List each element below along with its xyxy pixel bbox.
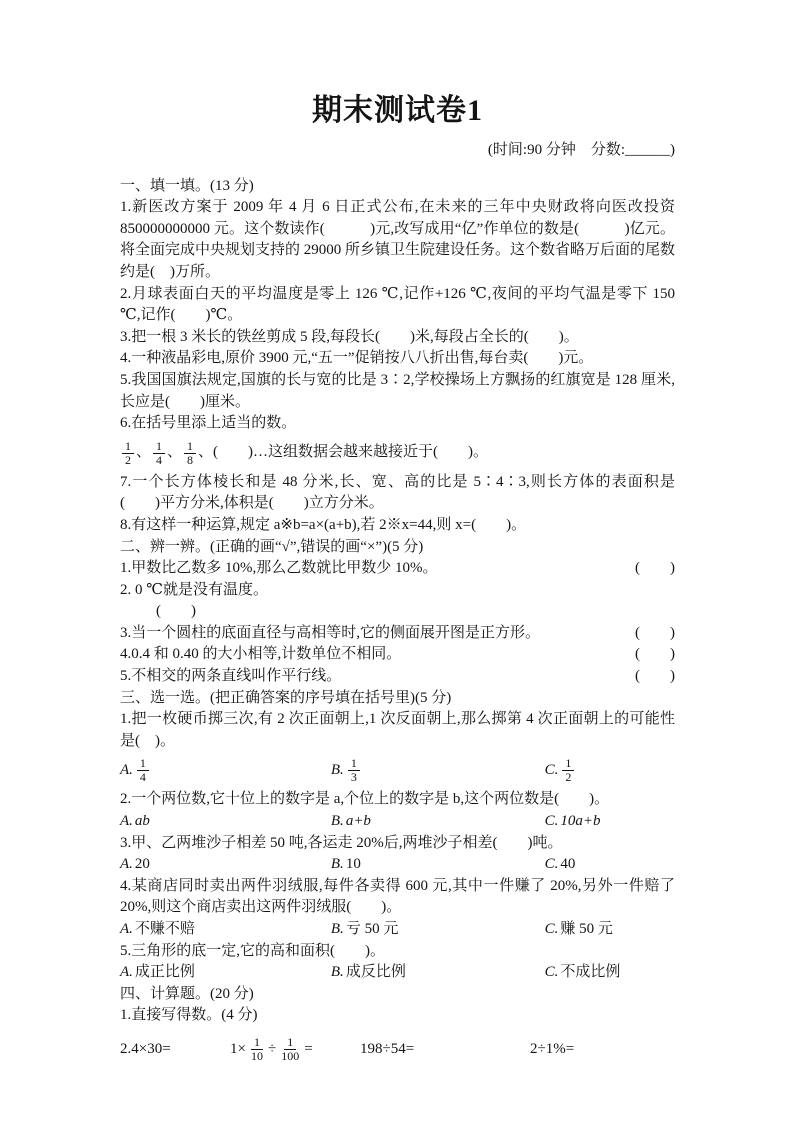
option-label: C.	[544, 813, 559, 830]
section3-heading: 三、选一选。(把正确答案的序号填在括号里)(5 分)	[120, 689, 452, 706]
option-value: 成正比例	[134, 964, 195, 981]
fill-q7: 7.一个长方体棱长和是 48 分米,长、宽、高的比是 5∶4∶3,则长方体的表面积是( )平方分米,体积是( )立方分米。	[120, 473, 675, 512]
answer-blank: ( )	[635, 624, 675, 641]
calc-item-1: 2.4×30=	[120, 1040, 171, 1057]
option-label: A.	[120, 762, 133, 779]
option-value: 不赚不赔	[134, 921, 195, 937]
option-c	[545, 757, 675, 784]
fraction-one-eighth: $\frac{1}{8}$	[184, 440, 196, 467]
option-value: 10	[345, 856, 361, 873]
separator: 、	[136, 444, 152, 461]
option-value: a+b	[345, 813, 371, 830]
option-label: A.	[120, 921, 133, 937]
calc-item-3: 198÷54=	[360, 1040, 415, 1057]
calc-row	[120, 1036, 675, 1063]
judge-q2-text: 2. 0 ℃就是没有温度。	[120, 581, 269, 598]
page-title: 期末测试卷1	[312, 94, 483, 127]
fraction-one-fourth: $\frac{1}{4}$	[137, 757, 149, 784]
judge-q3-text: 3.当一个圆柱的底面直径与高相等时,它的侧面展开图是正方形。	[120, 624, 541, 641]
section4-heading: 四、计算题。(20 分)	[120, 985, 254, 1002]
option-a	[120, 757, 331, 784]
judge-q1-text: 1.甲数比乙数多 10%,那么乙数就比甲数少 10%。	[120, 560, 438, 577]
option-c	[545, 919, 675, 941]
fraction-one-tenth: $\frac{1}{10}$	[250, 1034, 263, 1063]
option-c	[545, 811, 675, 833]
option-label: A.	[120, 813, 133, 830]
judge-q4	[120, 644, 675, 666]
option-label: B.	[330, 964, 344, 981]
option-label: A.	[120, 856, 133, 873]
choice-q4: 4.某商店同时卖出两件羽绒服,每件各卖得 600 元,其中一件赚了 20%,另外一件赔了 20%,则这个商店卖出这两件羽绒服( )。	[120, 877, 675, 916]
fraction-one-half: $\frac{1}{2}$	[122, 440, 134, 467]
option-value: ab	[134, 813, 150, 830]
fill-q2: 2.月球表面白天的平均温度是零上 126 ℃,记作+126 ℃,夜间的平均气温是零下 150 ℃,记作( )℃。	[120, 285, 675, 324]
fraction-one-third: $\frac{1}{3}$	[348, 757, 360, 784]
separator: 、	[198, 444, 214, 461]
fraction-one-hundredth: $\frac{1}{100}$	[281, 1034, 300, 1063]
option-label: B.	[330, 921, 344, 937]
answer-blank: ( )	[635, 560, 675, 577]
option-b	[331, 854, 545, 876]
choice-q1-options	[120, 757, 675, 784]
judge-q4-text: 4.0.4 和 0.40 的大小相等,计数单位不相同。	[120, 646, 402, 663]
option-value: 10a+b	[560, 813, 601, 830]
choice-q5-options	[120, 962, 675, 984]
option-b	[331, 811, 545, 833]
option-c	[545, 854, 675, 876]
option-value: 成反比例	[345, 964, 406, 981]
judge-q5	[120, 666, 675, 688]
option-value: 赚 50 元	[560, 921, 613, 937]
fill-q6-sequence	[120, 440, 675, 467]
fill-q5: 5.我国国旗法规定,国旗的长与宽的比是 3∶2,学校操场上方飘扬的红旗宽是 128 厘米,长应是( )厘米。	[120, 371, 675, 410]
fill-q1: 1.新医改方案于 2009 年 4 月 6 日正式公布,在未来的三年中央财政将向医改投资 850000000000 元。这个数读作( )元,改写成用“亿”作单位的数是( )亿元。将全面完成中央规划支持的 29000 所乡镇卫生院建设任务。这个数省略万后面的尾数约是( )万所。	[120, 199, 676, 280]
fill-q4: 4.一种液晶彩电,原价 3900 元,“五一”促销按八八折出售,每台卖( )元。	[120, 350, 594, 367]
fill-q6-intro: 6.在括号里添上适当的数。	[120, 415, 297, 432]
option-label: B.	[330, 813, 344, 830]
fill-q3: 3.把一根 3 米长的铁丝剪成 5 段,每段长( )米,每段占全长的( )。	[120, 328, 579, 345]
option-b	[331, 962, 545, 984]
option-a	[120, 811, 331, 833]
option-value: 40	[560, 856, 576, 873]
fill-q6-tail: ( )…这组数据会越来越接近于( )。	[213, 444, 489, 461]
option-label: B.	[330, 856, 344, 873]
choice-q2-options	[120, 811, 675, 833]
choice-q3: 3.甲、乙两堆沙子相差 50 吨,各运走 20%后,两堆沙子相差( )吨。	[120, 834, 563, 851]
fraction-one-fourth: $\frac{1}{4}$	[153, 440, 165, 467]
option-b	[331, 919, 545, 941]
option-b	[331, 757, 545, 784]
option-label: C.	[544, 964, 559, 981]
answer-blank: ( )	[635, 646, 675, 663]
judge-q5-text: 5.不相交的两条直线叫作平行线。	[120, 668, 342, 685]
answer-blank: ( )	[635, 668, 675, 685]
option-value: 亏 50 元	[345, 921, 399, 937]
judge-q1	[120, 558, 675, 580]
choice-q3-options	[120, 854, 675, 876]
equals-sign: =	[304, 1040, 313, 1057]
fraction-one-half: $\frac{1}{2}$	[562, 757, 574, 784]
section1-heading: 一、填一填。(13 分)	[120, 177, 254, 194]
calc-item-2	[230, 1036, 360, 1063]
option-label: C.	[544, 856, 559, 873]
choice-q1: 1.把一枚硬币掷三次,有 2 次正面朝上,1 次反面朝上,那么掷第 4 次正面朝上的可能性是( )。	[120, 711, 675, 749]
choice-q2: 2.一个两位数,它十位上的数字是 a,个位上的数字是 b,这个两位数是( )。	[120, 791, 610, 808]
option-c	[545, 962, 675, 984]
fill-q8: 8.有这样一种运算,规定 a※b=a×(a+b),若 2※x=44,则 x=( )。	[120, 516, 527, 533]
separator: 、	[167, 444, 183, 461]
calc-2-prefix: 1×	[230, 1040, 246, 1057]
option-a	[120, 962, 331, 984]
division-sign: ÷	[267, 1040, 277, 1057]
choice-q5: 5.三角形的底一定,它的高和面积( )。	[120, 942, 385, 959]
judge-q3	[120, 623, 675, 645]
calc-instruction: 1.直接写得数。(4 分)	[120, 1007, 258, 1024]
option-label: C.	[544, 921, 559, 937]
option-label: A.	[120, 964, 133, 981]
exam-meta: (时间:90 分钟 分数:______)	[487, 142, 675, 158]
option-value: 20	[134, 856, 150, 873]
option-a	[120, 919, 331, 941]
choice-q4-options	[120, 919, 675, 941]
section2-heading: 二、辨一辨。(正确的画“√”,错误的画“×”)(5 分)	[120, 538, 424, 555]
option-value: 不成比例	[560, 964, 621, 981]
calc-item-4: 2÷1%=	[530, 1040, 575, 1057]
judge-q2-blank: ( )	[156, 603, 196, 620]
option-label: B.	[330, 762, 344, 779]
option-a	[120, 854, 331, 876]
option-label: C.	[544, 762, 559, 779]
